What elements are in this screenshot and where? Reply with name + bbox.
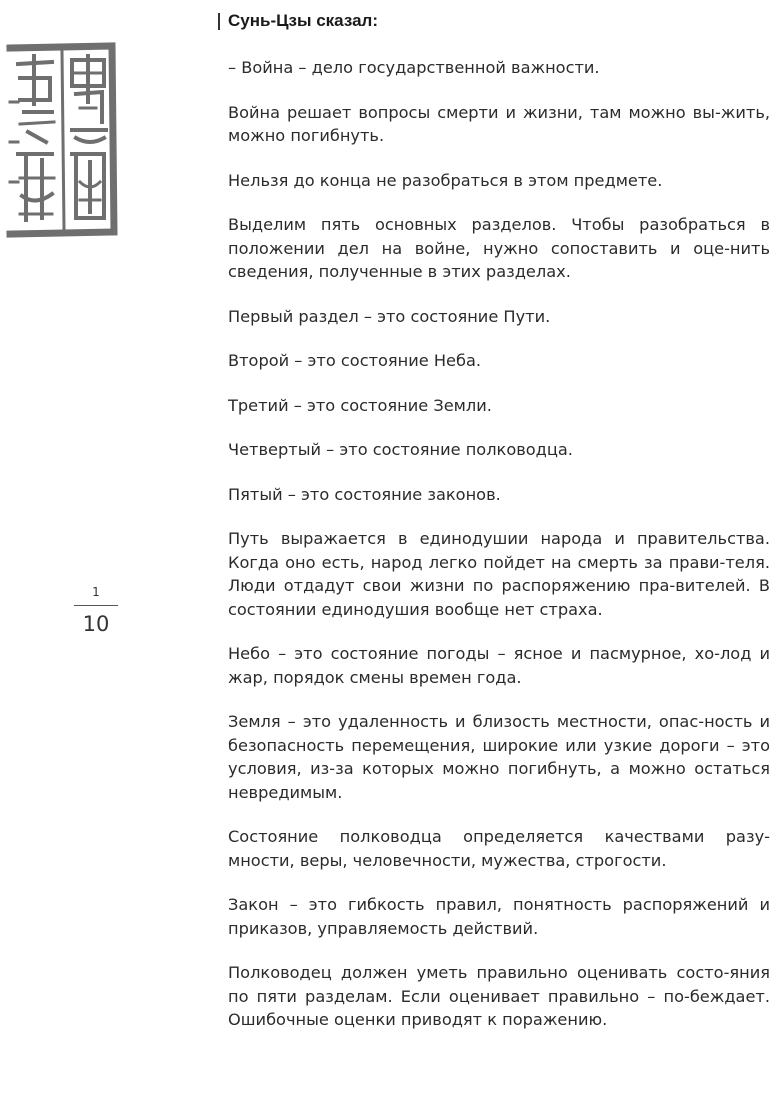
- paragraph: Закон – это гибкость правил, понятность распоряжений и приказов, управляемость действий.: [228, 895, 770, 938]
- page-number: [70, 585, 122, 636]
- paragraph: Выделим пять основных разделов. Чтобы разобраться в положении дел на войне, нужно сопоставить и оце-нить сведения, полученные в этих разделах.: [228, 215, 770, 281]
- paragraph: Небо – это состояние погоды – ясное и пасмурное, хо-лод и жар, порядок смены времен года.: [228, 644, 770, 687]
- paragraph: Нельзя до конца не разобраться в этом предмете.: [228, 170, 663, 190]
- paragraph: Земля – это удаленность и близость местности, опас-ность и безопасность перемещения, широкие или узкие дороги – это условия, из-за которых можно погибнуть, а можно остаться невредимым.: [228, 712, 770, 802]
- main-text: [228, 8, 770, 1053]
- section-heading-text: Сунь-Цзы сказал:: [228, 11, 378, 30]
- paragraph: Пятый – это состояние законов.: [228, 484, 501, 504]
- paragraph: – Война – дело государственной важности.: [228, 58, 600, 77]
- page-number-divider: [74, 605, 118, 606]
- paragraph: Второй – это состояние Неба.: [228, 351, 482, 370]
- section-heading: [228, 8, 770, 34]
- paragraph: Полководец должен уметь правильно оценивать состо-яния по пяти разделам. Если оценивает правильно – по-беждает. Ошибочные оценки приводят к поражению.: [228, 963, 770, 1029]
- heading-marker: [218, 13, 220, 30]
- paragraph: Четвертый – это состояние полководца.: [228, 440, 573, 459]
- chinese-seal-icon: [6, 42, 118, 238]
- paragraph: Путь выражается в единодушии народа и правительства. Когда оно есть, народ легко пойдет на смерть за прави-теля. Люди отдадут свои жизни по распоряжению пра-вителей. В состоянии единодушия вообще нет страха.: [228, 529, 770, 619]
- paragraph: Война решает вопросы смерти и жизни, там можно вы-жить, можно погибнуть.: [228, 102, 770, 145]
- paragraph: Состояние полководца определяется качествами разу-мности, веры, человечности, мужества, строгости.: [228, 827, 770, 870]
- paragraph: Третий – это состояние Земли.: [228, 395, 492, 415]
- paragraph: Первый раздел – это состояние Пути.: [228, 306, 551, 326]
- page-number-total: 10: [82, 612, 110, 636]
- page-number-current: 1: [92, 585, 100, 599]
